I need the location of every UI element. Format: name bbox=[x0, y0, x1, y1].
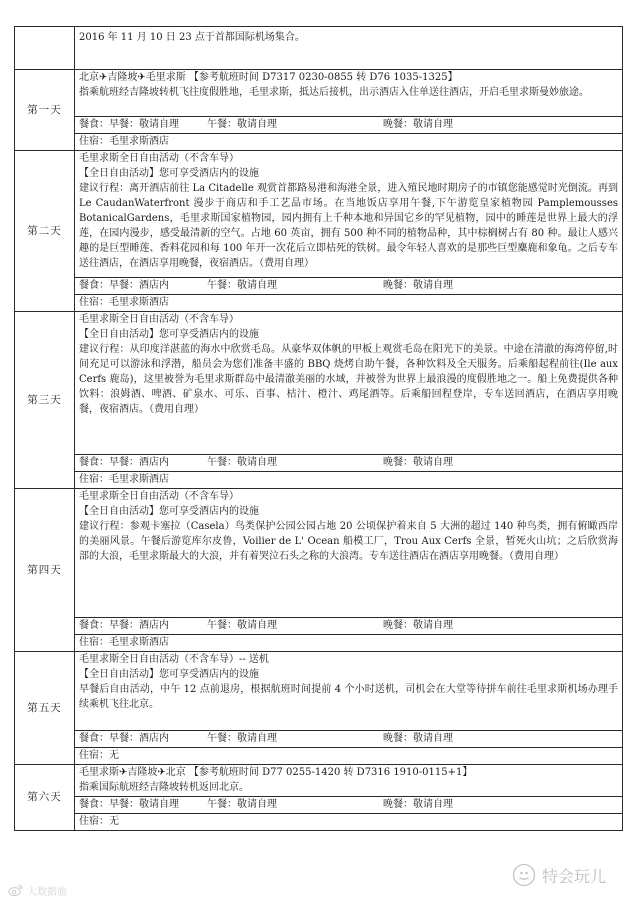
dinner-info bbox=[383, 731, 618, 746]
breakfast-info bbox=[79, 117, 207, 132]
right-watermark bbox=[512, 860, 606, 890]
dinner-info bbox=[383, 455, 618, 470]
schedule-line: 【全日自由活动】您可享受酒店内的设施 bbox=[79, 669, 259, 680]
schedule-line: 【全日自由活动】您可享受酒店内的设施 bbox=[79, 506, 259, 517]
schedule-description: 指乘航班经吉隆坡转机飞往度假胜地，毛里求斯，抵达后接机，出示酒店入住单送往酒店，开启毛里求斯曼妙旅途。 bbox=[79, 87, 589, 98]
dinner-label: 晚餐： bbox=[383, 280, 413, 291]
dinner-value: 敬请自理 bbox=[413, 799, 453, 810]
lunch-info bbox=[207, 455, 383, 470]
dinner-info bbox=[383, 278, 618, 293]
schedule-line: 【全日自由活动】您可享受酒店内的设施 bbox=[79, 329, 259, 340]
breakfast-label: 早餐： bbox=[109, 280, 139, 291]
meals-row bbox=[15, 618, 623, 635]
schedule-line: 毛里求斯全日自由活动（不含车导） bbox=[79, 314, 239, 325]
dinner-label: 晚餐： bbox=[383, 119, 413, 130]
lodging-row bbox=[15, 472, 623, 489]
lodging-value: 毛里求斯酒店 bbox=[109, 637, 169, 648]
meals-label: 餐食： bbox=[79, 799, 109, 810]
lodging-row bbox=[15, 748, 623, 765]
lunch-label: 午餐： bbox=[207, 733, 237, 744]
dinner-label: 晚餐： bbox=[383, 620, 413, 631]
lunch-label: 午餐： bbox=[207, 620, 237, 631]
lunch-info bbox=[207, 117, 383, 132]
weibo-icon bbox=[8, 883, 24, 897]
breakfast-value: 酒店内 bbox=[139, 457, 169, 468]
lodging-row bbox=[15, 814, 623, 831]
lunch-value: 敬请自理 bbox=[237, 733, 277, 744]
lodging-label: 住宿： bbox=[79, 297, 109, 308]
day-label: 第六天 bbox=[15, 765, 75, 831]
lodging-value: 无 bbox=[109, 816, 119, 827]
schedule-line: 【全日自由活动】您可享受酒店内的设施 bbox=[79, 168, 259, 179]
schedule-line: 毛里求斯✈吉隆坡✈北京 【参考航班时间 D77 0255-1420 转 D7316 1910-0115+1】 bbox=[79, 767, 473, 778]
schedule-line: 毛里求斯全日自由活动（不含车导） bbox=[79, 153, 239, 164]
empty-day-cell bbox=[15, 27, 75, 70]
day-row bbox=[15, 489, 623, 618]
lodging-label: 住宿： bbox=[79, 474, 109, 485]
breakfast-info bbox=[79, 797, 207, 812]
meals-cell bbox=[75, 455, 623, 472]
day-row bbox=[15, 652, 623, 731]
lunch-label: 午餐： bbox=[207, 119, 237, 130]
meals-cell bbox=[75, 731, 623, 748]
lodging-value: 毛里求斯酒店 bbox=[109, 297, 169, 308]
lunch-info bbox=[207, 731, 383, 746]
lunch-info bbox=[207, 618, 383, 633]
dinner-value: 敬请自理 bbox=[413, 733, 453, 744]
day-row bbox=[15, 151, 623, 278]
day-label: 第四天 bbox=[15, 489, 75, 652]
day-schedule bbox=[75, 489, 623, 618]
dinner-label: 晚餐： bbox=[383, 457, 413, 468]
lunch-value: 敬请自理 bbox=[237, 457, 277, 468]
breakfast-info bbox=[79, 618, 207, 633]
breakfast-label: 早餐： bbox=[109, 620, 139, 631]
day-label: 第三天 bbox=[15, 312, 75, 489]
lunch-info bbox=[207, 278, 383, 293]
meals-label: 餐食： bbox=[79, 733, 109, 744]
intro-text: 2016 年 11 月 10 日 23 点于首都国际机场集合。 bbox=[75, 27, 623, 70]
breakfast-label: 早餐： bbox=[109, 733, 139, 744]
day-schedule bbox=[75, 312, 623, 455]
schedule-description: 建议行程：从印度洋湛蓝的海水中欣赏毛岛。从豪华双体帆的甲板上观赏毛岛在阳光下的美景。中途在清澈的海湾停留,时间充足可以游泳和浮潜，船员会为您们准备丰盛的 BBQ 烧烤自助午餐，各种饮料及全天服务。后乘船起程前往(Ile aux Cerfs 鹿岛)，这里被誉为毛里求斯群岛中最清澈美丽的水域，并被誉为世界上最浪漫的度假胜地之一。船上免费提供各种饮料：浪姆酒、啤酒、矿泉水、可乐、百事、桔汁、橙汁、鸡尾酒等。后乘船回程登岸，专车送回酒店，在酒店享用晚餐，夜宿酒店。（费用自理） bbox=[79, 344, 618, 415]
dinner-info bbox=[383, 117, 618, 132]
meals-label: 餐食： bbox=[79, 457, 109, 468]
itinerary-table bbox=[14, 26, 623, 831]
schedule-description: 指乘国际航班经吉隆坡转机返回北京。 bbox=[79, 782, 249, 793]
meals-cell bbox=[75, 278, 623, 295]
dinner-label: 晚餐： bbox=[383, 733, 413, 744]
breakfast-value: 敬请自理 bbox=[139, 119, 179, 130]
breakfast-value: 酒店内 bbox=[139, 733, 169, 744]
meals-row bbox=[15, 797, 623, 814]
lunch-info bbox=[207, 797, 383, 812]
meals-cell bbox=[75, 618, 623, 635]
lodging-cell bbox=[75, 472, 623, 489]
lodging-cell bbox=[75, 814, 623, 831]
lodging-value: 毛里求斯酒店 bbox=[109, 474, 169, 485]
breakfast-info bbox=[79, 731, 207, 746]
lunch-label: 午餐： bbox=[207, 799, 237, 810]
lodging-label: 住宿： bbox=[79, 637, 109, 648]
dinner-value: 敬请自理 bbox=[413, 280, 453, 291]
meals-label: 餐食： bbox=[79, 620, 109, 631]
day-schedule bbox=[75, 652, 623, 731]
left-watermark-text: 大数据旅 bbox=[27, 886, 67, 898]
left-watermark bbox=[8, 881, 67, 899]
schedule-description: 建议行程：参观卡塞拉（Casela）鸟类保护公园公园占地 20 公顷保护着来自 5 大洲的超过 140 种鸟类，拥有俯瞰西岸的美丽风景。午餐后游览库尔皮鲁，Voilier de L' Ocean 船模工厂，Trou Aux Cerfs 全景，暂死火山坑；之后欣赏海部的大浪，毛里求斯最大的大浪，并有着哭泣石头之称的大浪湾。专车送往酒店在酒店享用晚餐。（费用自理） bbox=[79, 521, 618, 562]
wechat-icon bbox=[512, 863, 536, 887]
breakfast-info bbox=[79, 278, 207, 293]
schedule-line: 北京✈吉隆坡✈毛里求斯 【参考航班时间 D7317 0230-0855 转 D76 1035-1325】 bbox=[79, 72, 458, 83]
day-row bbox=[15, 765, 623, 797]
lodging-cell bbox=[75, 295, 623, 312]
breakfast-label: 早餐： bbox=[109, 799, 139, 810]
lunch-value: 敬请自理 bbox=[237, 280, 277, 291]
dinner-info bbox=[383, 797, 618, 812]
lunch-label: 午餐： bbox=[207, 280, 237, 291]
schedule-description: 早餐后自由活动，中午 12 点前退房，根据航班时间提前 4 个小时送机，司机会在大堂等待拼车前往毛里求斯机场办理手续乘机飞往北京。 bbox=[79, 684, 618, 710]
day-schedule bbox=[75, 765, 623, 797]
lunch-value: 敬请自理 bbox=[237, 799, 277, 810]
meals-cell bbox=[75, 117, 623, 134]
breakfast-value: 酒店内 bbox=[139, 280, 169, 291]
dinner-info bbox=[383, 618, 618, 633]
meals-label: 餐食： bbox=[79, 119, 109, 130]
dinner-value: 敬请自理 bbox=[413, 119, 453, 130]
lodging-label: 住宿： bbox=[79, 750, 109, 761]
lodging-value: 毛里求斯酒店 bbox=[109, 136, 169, 147]
lodging-value: 无 bbox=[109, 750, 119, 761]
lodging-cell bbox=[75, 748, 623, 765]
meals-row bbox=[15, 731, 623, 748]
dinner-value: 敬请自理 bbox=[413, 620, 453, 631]
day-label: 第二天 bbox=[15, 151, 75, 312]
day-row bbox=[15, 70, 623, 117]
meals-row bbox=[15, 278, 623, 295]
breakfast-label: 早餐： bbox=[109, 119, 139, 130]
breakfast-label: 早餐： bbox=[109, 457, 139, 468]
lodging-cell bbox=[75, 134, 623, 151]
day-schedule bbox=[75, 151, 623, 278]
breakfast-info bbox=[79, 455, 207, 470]
schedule-description: 建议行程：离开酒店前往 La Citadelle 观赏首都路易港和海港全景，进入殖民地时期房子的市镇您能感觉时光倒流。再到 Le CaudanWaterfront 漫步于商店和手工艺品市场。在当地饭店享用午餐,下午游览皇家植物园 Pamplemousses BotanicalGardens，毛里求斯国家植物园，园内拥有上千种本地和异国它乡的罕见植物，园中的睡莲是世界上最大的浮莲，在园内漫步，感受最清新的空气。占地 60 英亩，拥有 500 种不同的植物品种，其中棕榈树占有 80 种。最让人感兴趣的是巨型睡莲、香料花园和每 100 年开一次花后立即枯死的铁树。最令年轻人喜欢的是那些巨型麋鹿和象龟。之后专车送往酒店，在酒店享用晚餐，夜宿酒店。（费用自理） bbox=[79, 183, 618, 269]
schedule-line: 毛里求斯全日自由活动（不含车导）-- 送机 bbox=[79, 654, 269, 665]
lunch-label: 午餐： bbox=[207, 457, 237, 468]
day-label: 第五天 bbox=[15, 652, 75, 765]
day-row bbox=[15, 312, 623, 455]
lunch-value: 敬请自理 bbox=[237, 119, 277, 130]
lodging-label: 住宿： bbox=[79, 136, 109, 147]
intro-row bbox=[15, 27, 623, 70]
meals-row bbox=[15, 117, 623, 134]
lodging-cell bbox=[75, 635, 623, 652]
right-watermark-text: 特会玩儿 bbox=[542, 866, 607, 886]
meals-row bbox=[15, 455, 623, 472]
breakfast-value: 敬请自理 bbox=[139, 799, 179, 810]
schedule-line: 毛里求斯全日自由活动（不含车导） bbox=[79, 491, 239, 502]
dinner-label: 晚餐： bbox=[383, 799, 413, 810]
dinner-value: 敬请自理 bbox=[413, 457, 453, 468]
lodging-row bbox=[15, 635, 623, 652]
lodging-row bbox=[15, 295, 623, 312]
day-label: 第一天 bbox=[15, 70, 75, 151]
meals-label: 餐食： bbox=[79, 280, 109, 291]
lunch-value: 敬请自理 bbox=[237, 620, 277, 631]
lodging-label: 住宿： bbox=[79, 816, 109, 827]
day-schedule bbox=[75, 70, 623, 117]
meals-cell bbox=[75, 797, 623, 814]
lodging-row bbox=[15, 134, 623, 151]
breakfast-value: 酒店内 bbox=[139, 620, 169, 631]
